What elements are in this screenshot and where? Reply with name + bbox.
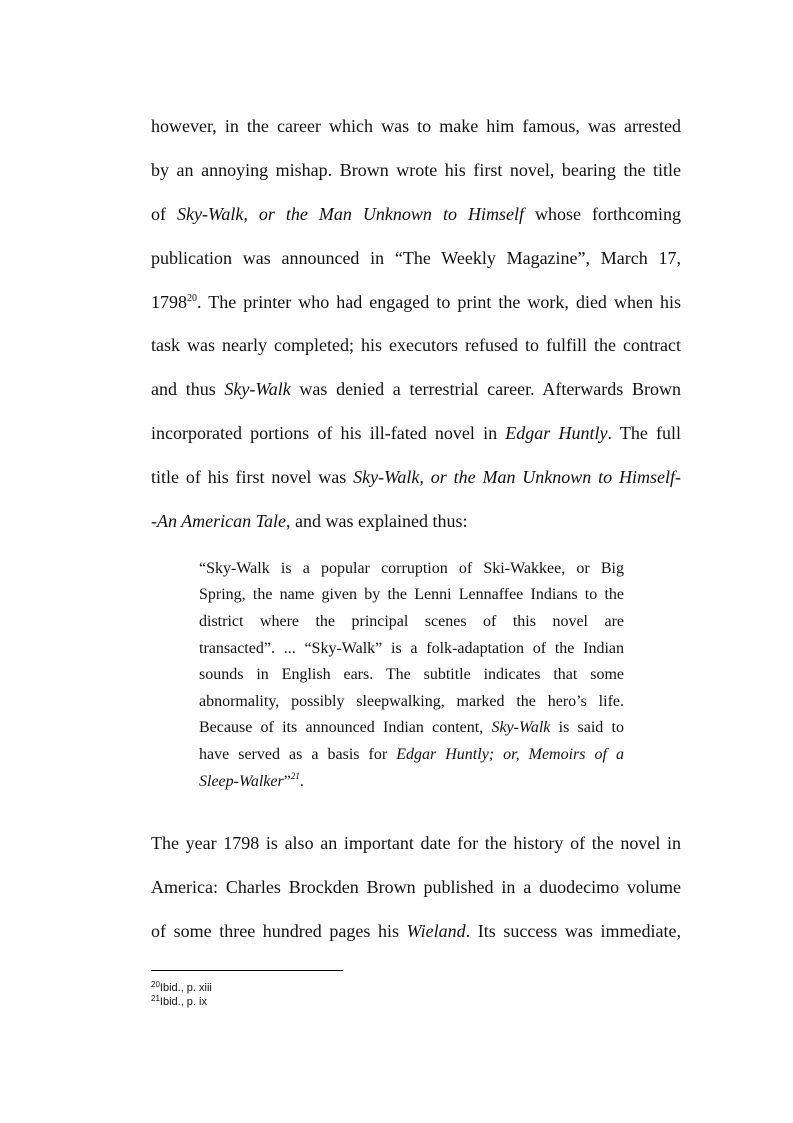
footnote-number: 21 [151,994,160,1003]
body-line [151,292,681,312]
book-title: Sky-Walk, or the Man Unknown to Himself [177,204,524,224]
text: Spring, the name given by the Lenni Lennaffee Indians to the [199,586,624,603]
text: and thus [151,379,225,399]
body-line [151,511,681,531]
footnote-reference[interactable]: 21 [290,771,300,781]
footnote [151,981,212,995]
quote-line [199,693,624,711]
body-line [151,204,681,224]
text: ” [283,773,291,790]
text: abnormality, possibly sleepwalking, marked the hero’s life. [199,693,624,710]
text: was denied a terrestrial career. Afterwards Brown [290,379,681,399]
quote-line [199,560,624,578]
book-title: Sky-Walk, or the Man Unknown to Himself- [353,467,681,487]
text: , and was explained thus: [286,511,468,531]
footnote-separator [151,970,343,971]
body-line [151,921,681,941]
quote-line [199,746,624,764]
text: have served as a basis for [199,746,397,763]
text: “Sky-Walk is a popular corruption of Ski-Wakkee, or Big [199,560,624,577]
text: of some three hundred pages his [151,921,407,941]
book-title: Sleep-Walker [199,773,284,790]
footnote-text: Ibid., p. xiii [159,982,212,994]
text: . The printer who had engaged to print the work, died when his [197,292,681,312]
text: task was nearly completed; his executors refused to fulfill the contract [151,335,681,355]
body-line [151,423,681,443]
text: Because of its announced Indian content, [199,719,492,736]
quote-line [199,613,624,631]
body-line [151,877,681,897]
footnote-reference[interactable]: 20 [187,293,197,304]
quote-line [199,719,624,737]
text: America: Charles Brockden Brown published in a duodecimo volume [151,877,681,897]
text: . The full [607,423,682,443]
body-line [151,467,681,487]
body-line [151,833,681,853]
body-line [151,160,681,180]
quote-line [199,586,624,604]
text: however, in the career which was to make him famous, was arrested [151,116,681,136]
book-title: -An American Tale [151,511,286,531]
text: is said to [550,719,624,736]
text: of [151,204,178,224]
text: by an annoying mishap. Brown wrote his first novel, bearing the title [151,160,681,180]
text: transacted”. ... “Sky-Walk” is a folk-adaptation of the Indian [199,640,624,657]
text: incorporated portions of his ill-fated novel in [151,423,506,443]
text: district where the principal scenes of this novel are [199,613,624,630]
book-title: Sky-Walk [224,379,291,399]
text: publication was announced in “The Weekly Magazine”, March 17, [151,248,681,268]
body-line [151,335,681,355]
body-line [151,248,681,268]
quote-line [199,640,624,658]
text: title of his first novel was [151,467,354,487]
book-title: Edgar Huntly; or, Memoirs of a [396,746,625,763]
book-title: Wieland [406,921,466,941]
footnote-number: 20 [151,980,160,989]
quote-line [199,773,624,791]
text: . [299,773,304,790]
footnote-text: Ibid., p. ix [159,996,207,1008]
text: . Its success was immediate, [465,921,682,941]
footnote [151,995,207,1009]
text: 1798 [151,292,187,312]
text: whose forthcoming [523,204,681,224]
quote-line [199,666,624,684]
body-line [151,116,681,136]
book-title: Sky-Walk [491,719,551,736]
book-title: Edgar Huntly [505,423,608,443]
body-line [151,379,681,399]
text: sounds in English ears. The subtitle indicates that some [199,666,624,683]
text: The year 1798 is also an important date for the history of the novel in [151,833,681,853]
